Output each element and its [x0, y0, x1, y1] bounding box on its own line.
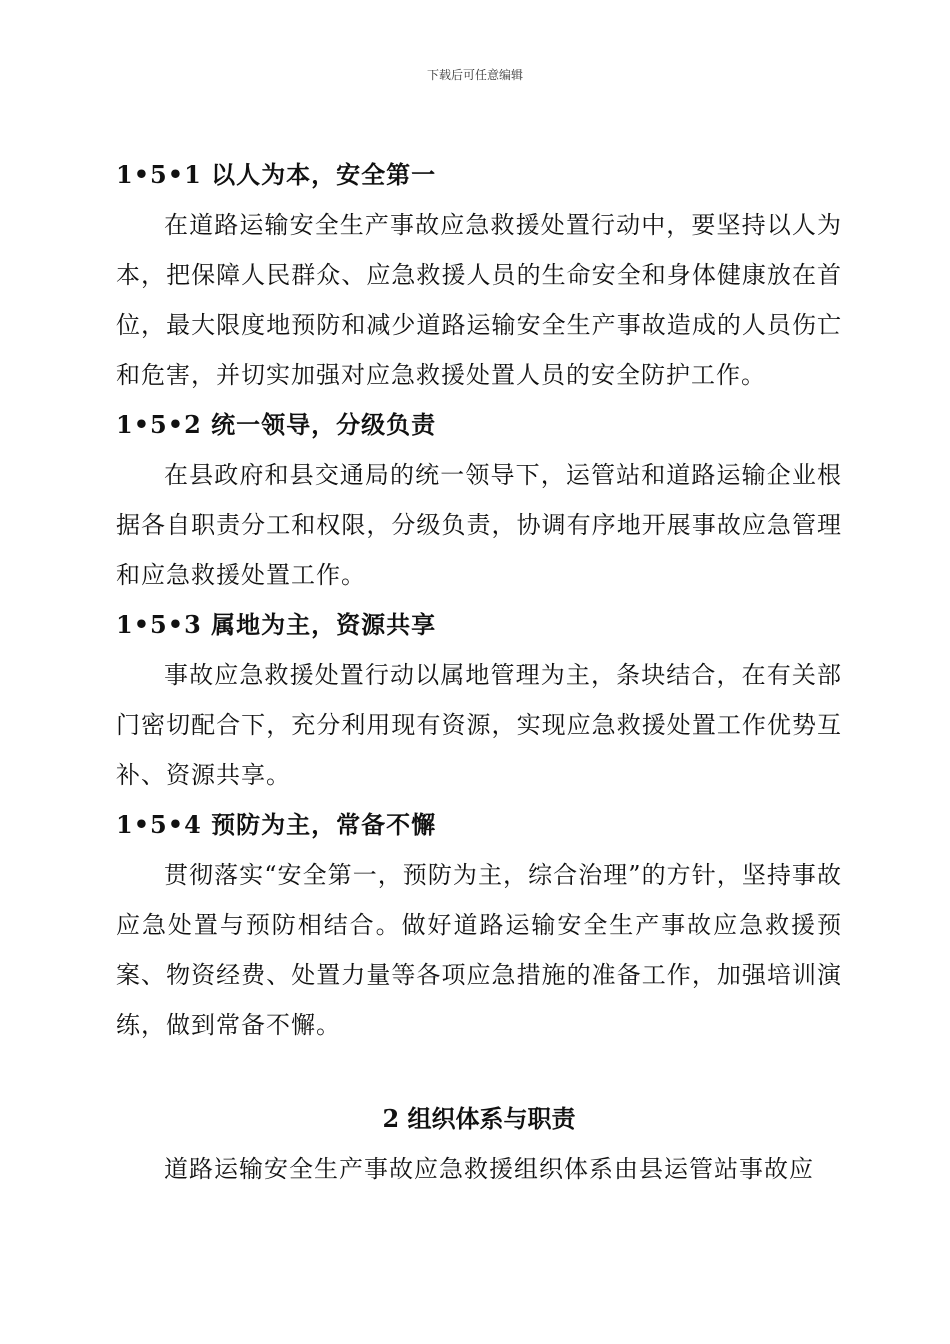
section-paragraph: 事故应急救援处置行动以属地管理为主，条块结合，在有关部门密切配合下，充分利用现有资源，实现应急救援处置工作优势互补、资源共享。 — [116, 661, 842, 789]
section-heading: 1•5•1 以人为本，安全第一 — [116, 160, 437, 189]
section-paragraph: 在县政府和县交通局的统一领导下，运管站和道路运输企业根据各自职责分工和权限，分级负责，协调有序地开展事故应急管理和应急救援处置工作。 — [116, 461, 842, 589]
section-paragraph: 贯彻落实“安全第一，预防为主，综合治理”的方针，坚持事故应急处置与预防相结合。做好道路运输安全生产事故应急救援预案、物资经费、处置力量等各项应急措施的准备工作，加强培训演练，做到常备不懈。 — [116, 861, 842, 1039]
section-heading: 1•5•4 预防为主，常备不懈 — [116, 810, 437, 839]
document-body — [116, 150, 842, 1194]
chapter-paragraph: 道路运输安全生产事故应急救援组织体系由县运管站事故应 — [164, 1155, 814, 1183]
chapter-title: 2 组织体系与职责 — [382, 1104, 576, 1133]
section-heading: 1•5•3 属地为主，资源共享 — [116, 610, 437, 639]
section-paragraph: 在道路运输安全生产事故应急救援处置行动中，要坚持以人为本，把保障人民群众、应急救援人员的生命安全和身体健康放在首位，最大限度地预防和减少道路运输安全生产事故造成的人员伤亡和危害，并切实加强对应急救援处置人员的安全防护工作。 — [116, 211, 842, 389]
page-header-note: 下载后可任意编辑 — [426, 68, 523, 82]
section-heading: 1•5•2 统一领导，分级负责 — [116, 410, 437, 439]
